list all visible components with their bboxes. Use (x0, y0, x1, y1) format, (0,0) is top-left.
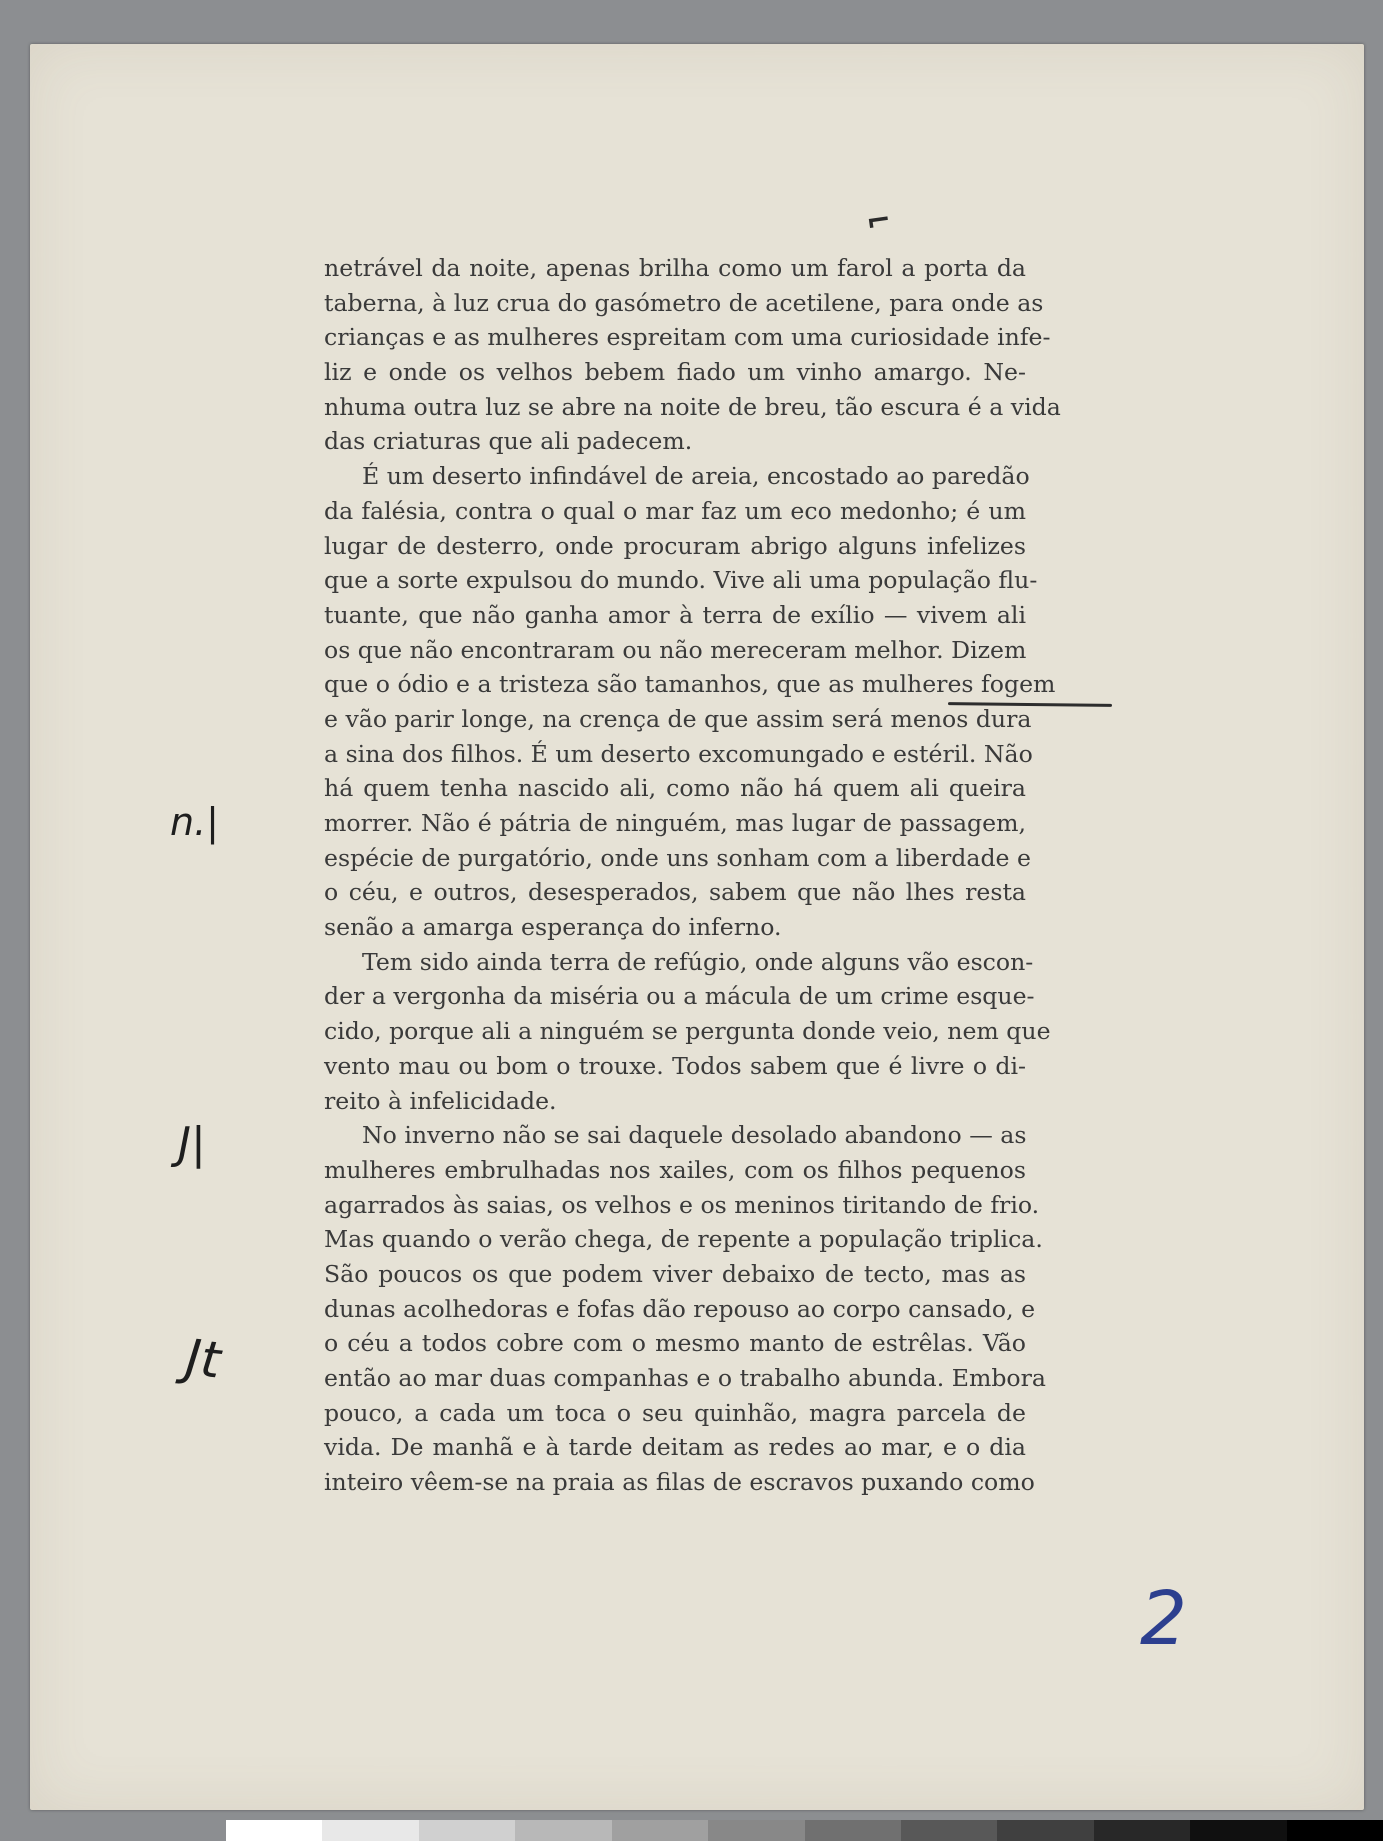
text-line: vida. De manhã e à tarde deitam as redes ao mar, e o dia (324, 1433, 1026, 1462)
corner-mark: ⌐ (863, 202, 894, 241)
text-line: e vão parir longe, na crença de que assim será menos dura (324, 704, 1032, 733)
text-line: que o ódio e a tristeza são tamanhos, que as mulheres fogem (324, 670, 1056, 699)
text-line: liz e onde os velhos bebem fiado um vinho amargo. Ne- (324, 358, 1026, 387)
text-line: das criaturas que ali padecem. (324, 427, 693, 456)
text-line: Mas quando o verão chega, de repente a população triplica. (324, 1225, 1043, 1254)
text-line: nhuma outra luz se abre na noite de breu, tão escura é a vida (324, 392, 1061, 421)
text-line: inteiro vêem-se na praia as filas de escravos puxando como (324, 1468, 1035, 1497)
text-line: dunas acolhedoras e fofas dão repouso ao corpo cansado, e (324, 1294, 1036, 1323)
text-line: mulheres embrulhadas nos xailes, com os filhos pequenos (324, 1155, 1026, 1184)
text-line: der a vergonha da miséria ou a mácula de um crime esque- (324, 982, 1035, 1011)
text-line: senão a amarga esperança do inferno. (324, 913, 782, 942)
text-line: espécie de purgatório, onde uns sonham com a liberdade e (324, 843, 1031, 872)
margin-annotation: Jt (183, 1328, 224, 1390)
text-line: agarrados às saias, os velhos e os meninos tiritando de frio. (324, 1190, 1040, 1219)
text-line: a sina dos filhos. É um deserto excomungado e estéril. Não (324, 739, 1033, 768)
margin-annotation: n.| (170, 800, 219, 844)
text-line: pouco, a cada um toca o seu quinhão, magra parcela de (324, 1398, 1026, 1427)
text-line: vento mau ou bom o trouxe. Todos sabem que é livre o di- (324, 1051, 1026, 1080)
text-line: morrer. Não é pátria de ninguém, mas lugar de passagem, (324, 809, 1026, 837)
text-line: então ao mar duas companhas e o trabalho abunda. Embora (324, 1364, 1046, 1392)
text-line: lugar de desterro, onde procuram abrigo alguns infelizes (324, 531, 1026, 560)
text-line: o céu a todos cobre com o mesmo manto de estrêlas. Vão (324, 1329, 1026, 1358)
text-line: São poucos os que podem viver debaixo de tecto, mas as (324, 1259, 1026, 1288)
text-line: tuante, que não ganha amor à terra de exílio — vivem ali (324, 600, 1026, 629)
text-line: cido, porque ali a ninguém se pergunta donde veio, nem que (324, 1017, 1051, 1046)
text-line: taberna, à luz crua do gasómetro de acetilene, para onde as (324, 288, 1044, 317)
text-line: É um deserto infindável de areia, encostado ao paredão (362, 462, 1030, 491)
text-line: No inverno não se sai daquele desolado abandono — as (362, 1121, 1027, 1150)
text-line: reito à infelicidade. (324, 1086, 557, 1115)
page-number: 2 (1140, 1576, 1188, 1662)
text-line: netrável da noite, apenas brilha como um farol a porta da (324, 254, 1026, 282)
text-line: os que não encontraram ou não mereceram melhor. Dizem (324, 635, 1027, 664)
text-line: há quem tenha nascido ali, como não há quem ali queira (324, 774, 1026, 803)
text-line: que a sorte expulsou do mundo. Vive ali uma população flu- (324, 566, 1038, 595)
text-line: crianças e as mulheres espreitam com uma curiosidade infe- (324, 323, 1051, 352)
margin-annotation: J| (178, 1118, 206, 1169)
text-line: da falésia, contra o qual o mar faz um eco medonho; é um (324, 496, 1026, 525)
text-line: o céu, e outros, desesperados, sabem que não lhes resta (324, 878, 1026, 907)
color-scale-bar (226, 1820, 1383, 1841)
body-text (324, 251, 1061, 1500)
text-line: Tem sido ainda terra de refúgio, onde alguns vão escon- (362, 947, 1034, 976)
